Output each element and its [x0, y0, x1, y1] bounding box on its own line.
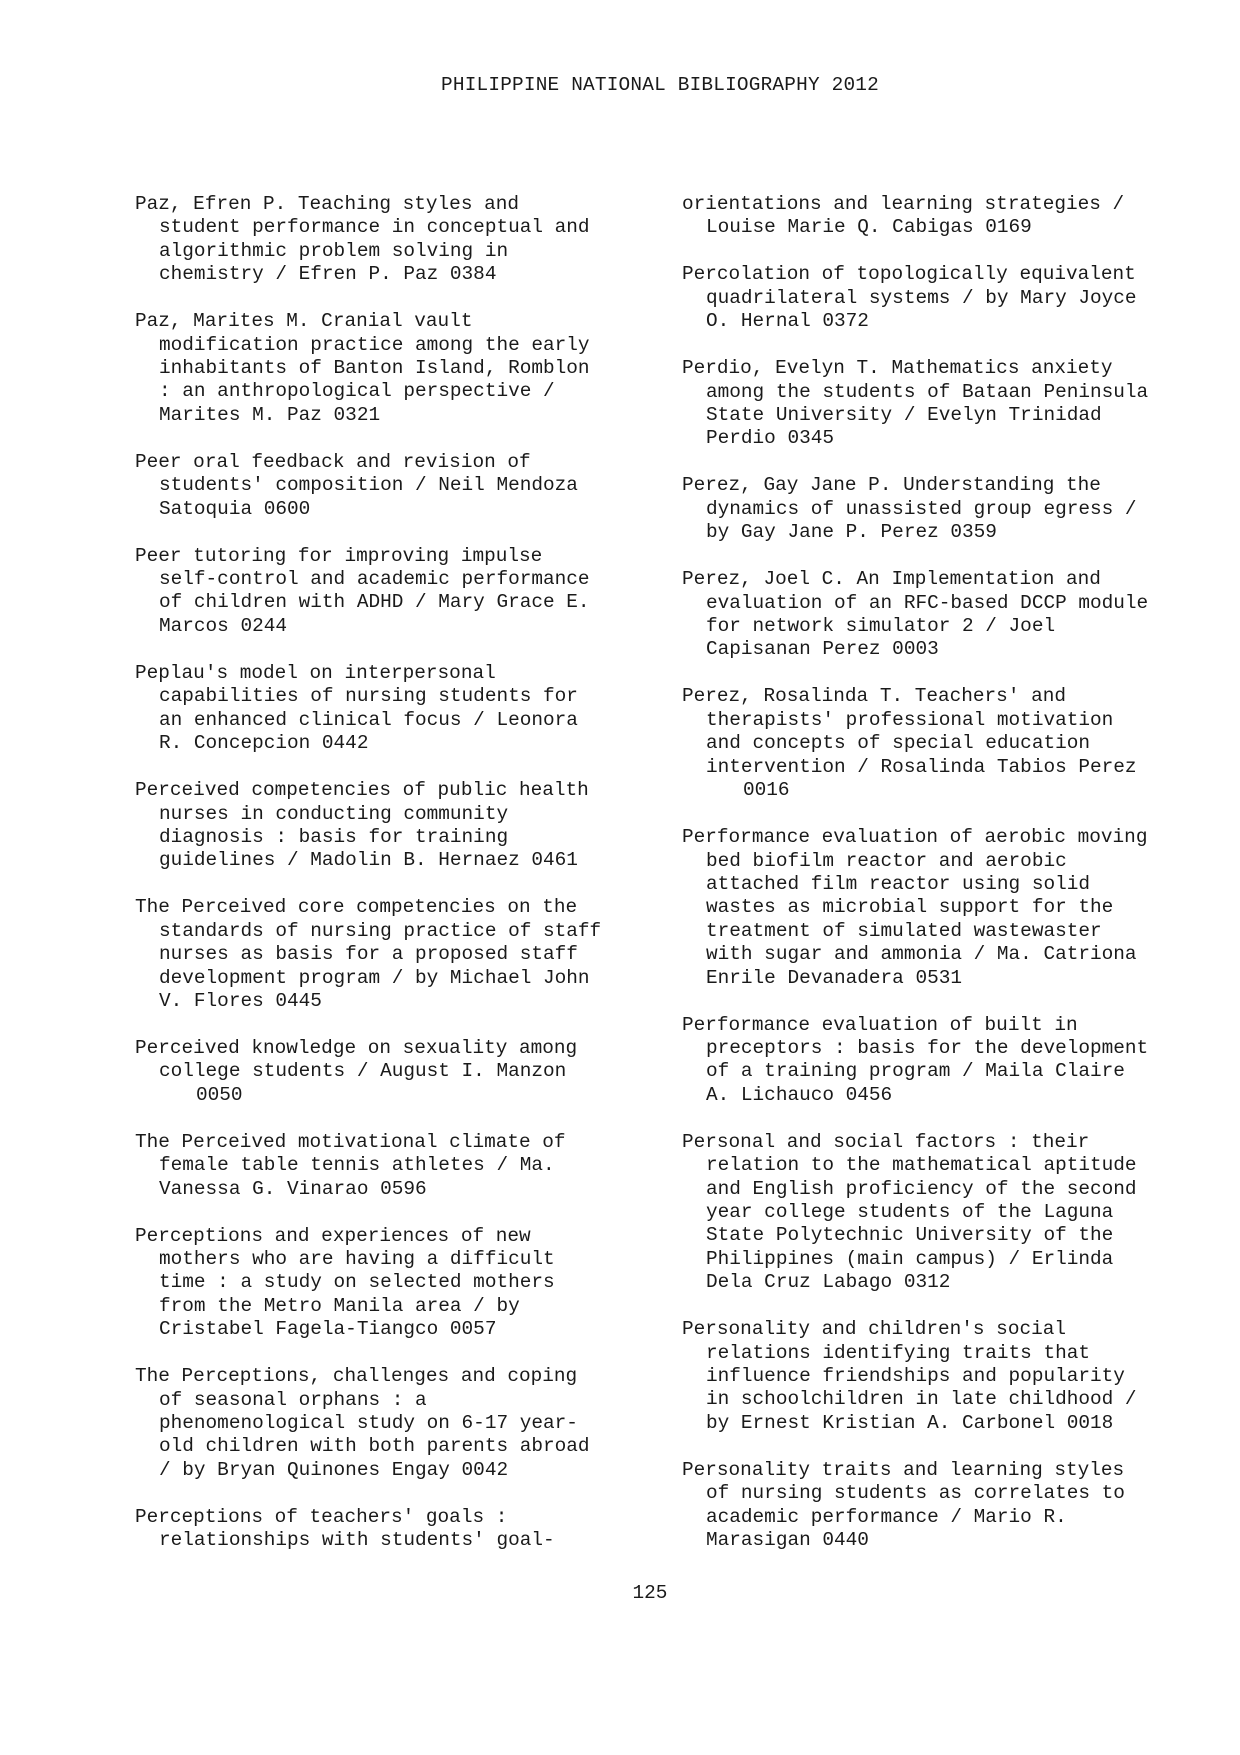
- entry-continuation-line: of nursing students as correlates to: [706, 1482, 1125, 1505]
- entry-continuation-line: Marcos 0244: [159, 614, 287, 637]
- bibliography-entry: [135, 193, 655, 287]
- entry-continuation-line: V. Flores 0445: [159, 989, 322, 1012]
- entry-continuation-line: quadrilateral systems / by Mary Joyce: [706, 286, 1137, 309]
- bibliography-entry: [682, 263, 1202, 333]
- entry-continuation-line: college students / August I. Manzon: [159, 1060, 567, 1083]
- entry-continuation-line: dynamics of unassisted group egress /: [706, 497, 1137, 520]
- entry-continuation-line: Dela Cruz Labago 0312: [706, 1271, 951, 1294]
- entry-first-line: orientations and learning strategies /: [682, 193, 1125, 215]
- entry-continuation-line: female table tennis athletes / Ma.: [159, 1154, 555, 1177]
- entry-continuation-line: phenomenological study on 6-17 year-: [159, 1412, 578, 1434]
- entry-first-line: The Perceived core competencies on the: [135, 896, 578, 919]
- entry-continuation-line: of a training program / Maila Claire: [706, 1060, 1125, 1083]
- entry-first-line: Perez, Gay Jane P. Understanding the: [682, 474, 1101, 497]
- entry-continuation-line: A. Lichauco 0456: [706, 1083, 893, 1106]
- entry-continuation-line: for network simulator 2 / Joel: [706, 615, 1056, 638]
- bibliography-entry: [135, 662, 655, 756]
- bibliography-entry: [135, 1365, 655, 1482]
- entry-continuation-line: capabilities of nursing students for: [159, 685, 578, 708]
- bibliography-entry: [135, 1131, 655, 1201]
- entry-continuation-line: O. Hernal 0372: [706, 310, 869, 333]
- entry-continuation-line: preceptors : basis for the development: [706, 1036, 1149, 1059]
- entry-first-line: Perez, Rosalinda T. Teachers' and: [682, 685, 1066, 708]
- entry-continuation-line: Satoquia 0600: [159, 497, 311, 520]
- entry-continuation-line: development program / by Michael John: [159, 966, 590, 989]
- entry-continuation-line: attached film reactor using solid: [706, 872, 1090, 895]
- entry-continuation-line: from the Metro Manila area / by: [159, 1294, 520, 1317]
- entry-continuation-line: standards of nursing practice of staff: [159, 919, 602, 942]
- entry-continuation-line: Capisanan Perez 0003: [706, 638, 939, 661]
- entry-continuation-line: Enrile Devanadera 0531: [706, 966, 962, 989]
- entry-continuation-line: wastes as microbial support for the: [706, 896, 1114, 919]
- entry-continuation-line: intervention / Rosalinda Tabios Perez: [706, 755, 1137, 778]
- entry-first-line: Perceived knowledge on sexuality among: [135, 1036, 578, 1059]
- bibliography-entry: [682, 685, 1202, 802]
- entry-first-line: Personality traits and learning styles: [682, 1458, 1125, 1481]
- entry-continuation-line: diagnosis : basis for training: [159, 825, 509, 848]
- bibliography-entry: [682, 826, 1202, 990]
- entry-first-line: Peplau's model on interpersonal: [135, 661, 496, 684]
- entry-continuation-line: of seasonal orphans : a: [159, 1388, 427, 1411]
- entry-first-line: Perceptions of teachers' goals :: [135, 1505, 508, 1528]
- entry-first-line: Perdio, Evelyn T. Mathematics anxiety: [682, 357, 1113, 380]
- bibliography-entry: [682, 568, 1202, 662]
- entry-continuation-line: modification practice among the early: [159, 333, 590, 356]
- bibliography-entry: [682, 357, 1202, 451]
- entry-continuation-line: old children with both parents abroad: [159, 1435, 590, 1458]
- entry-continuation-line: year college students of the Laguna: [706, 1200, 1114, 1223]
- entry-first-line: Peer oral feedback and revision of: [135, 450, 531, 473]
- entry-continuation-line: guidelines / Madolin B. Hernaez 0461: [159, 849, 578, 872]
- entry-continuation-line: and concepts of special education: [706, 732, 1090, 755]
- entry-continuation-line: algorithmic problem solving in: [159, 239, 509, 262]
- bibliography-entry: [682, 1318, 1202, 1435]
- entry-continuation-line: with sugar and ammonia / Ma. Catriona: [706, 943, 1137, 966]
- entry-first-line: Perez, Joel C. An Implementation and: [682, 568, 1101, 591]
- entry-first-line: Peer tutoring for improving impulse: [135, 544, 543, 567]
- entry-continuation-line: among the students of Bataan Peninsula: [706, 380, 1149, 403]
- left-column: [135, 193, 655, 1576]
- entry-first-line: Paz, Marites M. Cranial vault: [135, 310, 473, 333]
- entry-continuation-line: bed biofilm reactor and aerobic: [706, 849, 1067, 872]
- bibliography-entry: [682, 474, 1202, 544]
- right-column: [682, 193, 1202, 1576]
- bibliography-entry: [135, 1506, 655, 1553]
- bibliography-entry: [135, 545, 655, 639]
- entry-continuation-line: students' composition / Neil Mendoza: [159, 474, 578, 497]
- entry-first-line: Personal and social factors : their: [682, 1130, 1090, 1153]
- entry-continuation-line: relations identifying traits that: [706, 1341, 1090, 1364]
- entry-first-line: The Perceptions, challenges and coping: [135, 1365, 578, 1388]
- entry-continuation-line: an enhanced clinical focus / Leonora: [159, 708, 578, 731]
- entry-first-line: Perceptions and experiences of new: [135, 1224, 531, 1247]
- entry-continuation-line: 0050: [196, 1083, 243, 1106]
- entry-continuation-line: and English proficiency of the second: [706, 1177, 1137, 1200]
- entry-continuation-line: inhabitants of Banton Island, Romblon: [159, 357, 590, 380]
- entry-continuation-line: Vanessa G. Vinarao 0596: [159, 1177, 427, 1200]
- entry-continuation-line: Philippines (main campus) / Erlinda: [706, 1247, 1114, 1270]
- entry-continuation-line: Perdio 0345: [706, 427, 834, 450]
- entry-continuation-line: 0016: [743, 779, 790, 802]
- entry-continuation-line: influence friendships and popularity: [706, 1365, 1125, 1387]
- entry-continuation-line: Marites M. Paz 0321: [159, 403, 381, 426]
- entry-continuation-line: State University / Evelyn Trinidad: [706, 404, 1102, 427]
- bibliography-entry: [135, 896, 655, 1013]
- entry-continuation-line: mothers who are having a difficult: [159, 1247, 555, 1270]
- entry-continuation-line: academic performance / Mario R.: [706, 1505, 1067, 1528]
- bibliography-entry: [135, 310, 655, 427]
- entry-continuation-line: therapists' professional motivation: [706, 708, 1114, 731]
- entry-continuation-line: : an anthropological perspective /: [159, 380, 555, 403]
- entry-continuation-line: nurses in conducting community: [159, 802, 509, 825]
- bibliography-entry: [682, 1014, 1202, 1108]
- entry-continuation-line: nurses as basis for a proposed staff: [159, 943, 578, 966]
- entry-continuation-line: treatment of simulated wastewaster: [706, 919, 1102, 942]
- entry-first-line: Performance evaluation of built in: [682, 1013, 1078, 1036]
- entry-continuation-line: R. Concepcion 0442: [159, 732, 369, 755]
- entry-continuation-line: Cristabel Fagela-Tiangco 0057: [159, 1318, 497, 1341]
- bibliography-entry: [682, 1459, 1202, 1553]
- bibliography-entry: [135, 779, 655, 873]
- bibliography-entry: [135, 1225, 655, 1342]
- bibliography-entry: [135, 451, 655, 521]
- entry-continuation-line: evaluation of an RFC-based DCCP module: [706, 591, 1149, 614]
- entry-first-line: Personality and children's social: [682, 1318, 1066, 1341]
- entry-continuation-line: in schoolchildren in late childhood /: [706, 1388, 1137, 1411]
- bibliography-entry: [682, 1131, 1202, 1295]
- entry-continuation-line: of children with ADHD / Mary Grace E.: [159, 591, 590, 614]
- bibliography-entry: [135, 1037, 655, 1107]
- entry-continuation-line: time : a study on selected mothers: [159, 1271, 555, 1294]
- entry-continuation-line: Marasigan 0440: [706, 1529, 869, 1552]
- entry-continuation-line: Louise Marie Q. Cabigas 0169: [706, 216, 1032, 239]
- entry-first-line: Performance evaluation of aerobic moving: [682, 826, 1148, 849]
- entry-continuation-line: State Polytechnic University of the: [706, 1224, 1114, 1247]
- entry-continuation-line: relationships with students' goal-: [159, 1529, 555, 1552]
- bibliography-entry: [682, 193, 1202, 240]
- running-header: PHILIPPINE NATIONAL BIBLIOGRAPHY 2012: [441, 74, 879, 96]
- entry-first-line: Paz, Efren P. Teaching styles and: [135, 193, 519, 215]
- entry-continuation-line: / by Bryan Quinones Engay 0042: [159, 1458, 509, 1481]
- entry-continuation-line: by Ernest Kristian A. Carbonel 0018: [706, 1411, 1114, 1434]
- entry-continuation-line: relation to the mathematical aptitude: [706, 1154, 1137, 1177]
- page-number: 125: [632, 1582, 668, 1604]
- entry-continuation-line: chemistry / Efren P. Paz 0384: [159, 263, 497, 286]
- entry-first-line: Perceived competencies of public health: [135, 779, 589, 802]
- entry-continuation-line: student performance in conceptual and: [159, 216, 590, 239]
- entry-first-line: The Perceived motivational climate of: [135, 1130, 566, 1153]
- entry-continuation-line: self-control and academic performance: [159, 568, 590, 591]
- entry-first-line: Percolation of topologically equivalent: [682, 263, 1136, 286]
- entry-continuation-line: by Gay Jane P. Perez 0359: [706, 521, 997, 544]
